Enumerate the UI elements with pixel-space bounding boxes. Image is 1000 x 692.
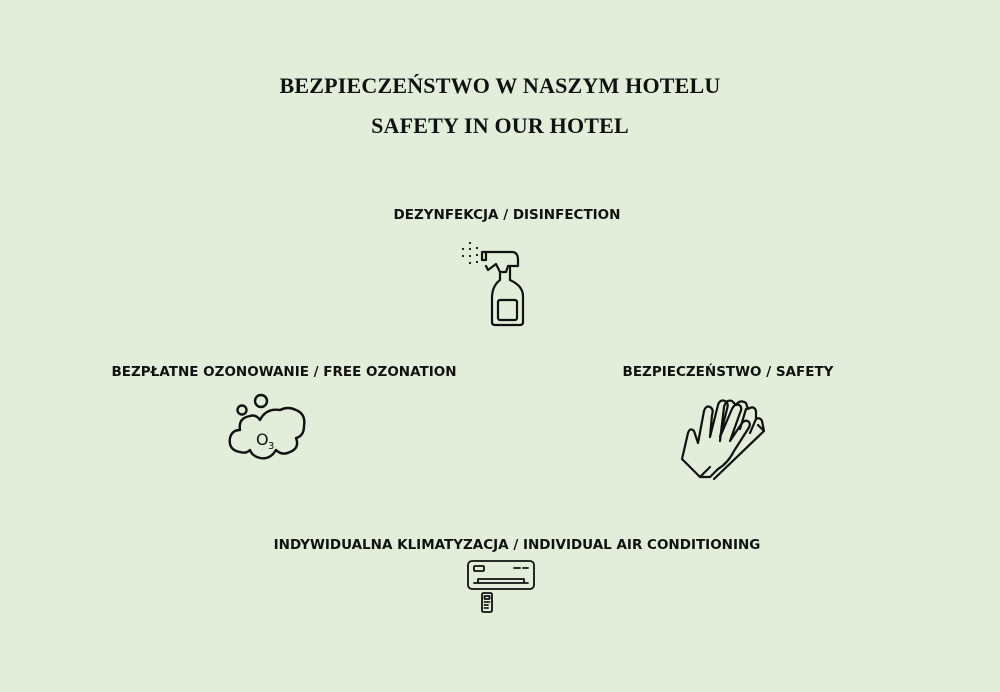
feature-label-safety: BEZPIECZEŃSTWO / SAFETY <box>622 364 834 380</box>
spray-bottle-icon <box>460 240 526 328</box>
gloves-icon <box>680 393 768 481</box>
air-conditioner-icon <box>466 559 536 615</box>
svg-text:3: 3 <box>268 441 275 452</box>
svg-text:O: O <box>256 430 269 449</box>
feature-label-air-conditioning: INDYWIDUALNA KLIMATYZACJA / INDIVIDUAL AIR CONDITIONING <box>273 537 761 553</box>
feature-label-disinfection: DEZYNFEKCJA / DISINFECTION <box>393 207 621 223</box>
ozone-cloud-icon <box>226 392 308 472</box>
feature-label-ozonation: BEZPŁATNE OZONOWANIE / FREE OZONATION <box>111 364 457 380</box>
page-title-pl: BEZPIECZEŃSTWO W NASZYM HOTELU <box>279 73 721 98</box>
page-title-en: SAFETY IN OUR HOTEL <box>371 113 629 138</box>
